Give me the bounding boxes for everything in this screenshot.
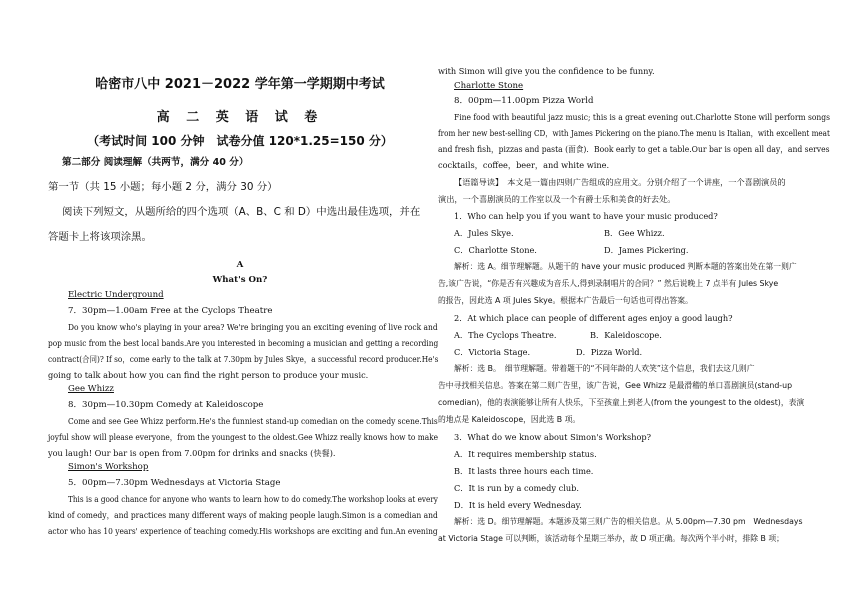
ad3-name: Simon's Workshop [68, 462, 149, 472]
explanation-2-line-2: 告中寻找相关信息。答案在第二则广告里，该广告说，Gee Whizz 是最滑稽的单口喜剧演员(stand-up [438, 381, 793, 390]
ad2-time: 8．30pm—10.30pm Comedy at Kaleidoscope [68, 400, 264, 410]
question-2: 2．At which place can people of different ages enjoy a good laugh? [454, 313, 733, 323]
explanation-3-line-2: at Victoria Stage 可以判断，该活动每个星期三举办，故 D 项正确。每次两个半小时，排除 B 项； [438, 534, 784, 543]
ad4-name: Charlotte Stone [454, 81, 524, 91]
q1-option-d: D．James Pickering. [604, 245, 689, 255]
explanation-3-line-1: 解析：选 D。细节理解题。本题涉及第三则广告的相关信息。从 5.00pm—7.30 pm Wednesdays [454, 517, 803, 526]
question-3: 3．What do we know about Simon's Workshop? [454, 432, 652, 442]
q1-option-c: C．Charlotte Stone. [454, 245, 537, 255]
instruction-line-2: 答题卡上将该项涂黑。 [48, 231, 152, 243]
guide-line-2: 演出，一个喜剧演员的工作室以及一个有爵士乐和美食的好去处。 [438, 194, 676, 204]
explanation-2-line-1: 解析：选 B。 细节理解题。带着题干的“不同年龄的人欢笑”这个信息，我们去这几则广 [454, 364, 755, 373]
ad1-line-4: going to talk about how you can find the right person to produce your music. [48, 370, 369, 380]
ad1-line-2: pop music from the best local bands.Are you interested in becoming a musician and getting a recording [48, 338, 439, 348]
q3-option-c: C．It is run by a comedy club. [454, 483, 579, 493]
ad1-time: 7．30pm—1.00am Free at the Cyclops Theatre [68, 306, 273, 316]
exam-subtitle: 高 二 英 语 试 卷 [156, 110, 324, 125]
explanation-2-line-3: comedian)，他的表演能够让所有人快乐，下至孩童上到老人(from the youngest to the oldest)，表演 [438, 398, 805, 407]
exam-title: 哈密市八中 2021－2022 学年第一学期期中考试 [95, 77, 385, 92]
q2-option-b: B．Kaleidoscope. [590, 330, 662, 340]
ad3-line-2: kind of comedy，and practices many different ways of making people laugh.Simon is a comedian and [48, 510, 438, 520]
ad4-line-3: and fresh fish，pizzas and pasta (面食)．Book early to get a table.Our bar is open all day，and serves [438, 144, 830, 154]
ad4-line-2: from her new best-selling CD，with James Pickering on the piano.The menu is Italian，with excellent meat [438, 128, 830, 138]
ad3-line-1: This is a good chance for anyone who wants to learn how to do comedy.The workshop looks at every [68, 494, 438, 504]
ad3-line-4: with Simon will give you the confidence to be funny. [438, 66, 655, 76]
ad3-line-3: actor who has 10 years' experience of teaching comedy.His workshops are exciting and fun.An evening [48, 526, 438, 536]
exam-info: （考试时间 100 分钟 试卷分值 120*1.25=150 分） [87, 134, 393, 148]
explanation-1-line-2: 告,该广告说，“你是否有兴趣成为音乐人,得到录制唱片的合同？” 然后说晚上 7 点半有 Jules Skye [438, 279, 779, 288]
q3-option-a: A．It requires membership status. [454, 449, 597, 459]
q3-option-b: B．It lasts three hours each time. [454, 466, 594, 476]
ad2-line-1: Come and see Gee Whizz perform.He's the funniest stand-up comedian on the comedy scene.This [68, 416, 438, 426]
q2-option-a: A．The Cyclops Theatre. [454, 330, 557, 340]
ad1-line-3: contract(合同)? If so，come early to the talk at 7.30pm by Jules Skye，a successful record producer.He's [48, 354, 439, 364]
q2-option-c: C．Victoria Stage. [454, 347, 531, 357]
q3-option-d: D．It is held every Wednesday. [454, 500, 582, 510]
ad1-name: Electric Underground [68, 290, 164, 300]
ad1-line-1: Do you know who's playing in your area? We're bringing you an exciting evening of live rock and [68, 322, 438, 332]
question-1: 1．Who can help you if you want to have your music produced? [454, 211, 718, 221]
q1-option-b: B．Gee Whizz. [604, 228, 665, 238]
explanation-1-line-1: 解析：选 A。细节理解题。从题干的 have your music produced 判断本题的答案出处在第一则广 [454, 262, 797, 271]
guide-line-1: 【语篇导读】 本文是一篇由四则广告组成的应用文。分别介绍了一个讲座，一个喜剧演员的 [454, 177, 786, 187]
passage-letter: A [236, 260, 244, 270]
passage-title: What's On? [212, 275, 268, 285]
ad4-line-1: Fine food with beautiful jazz music; this is a great evening out.Charlotte Stone will perform songs [454, 112, 830, 122]
part2-heading: 第二部分 阅读理解（共两节，满分 40 分） [62, 157, 249, 168]
ad4-line-4: cocktails，coffee，beer，and white wine. [438, 160, 610, 170]
q2-option-d: D．Pizza World. [576, 347, 643, 357]
explanation-1-line-3: 的报告，因此选 A 项 Jules Skye。根据本广告最后一句话也可得出答案。 [438, 296, 693, 305]
ad2-line-3: you laugh! Our bar is open from 7.00pm for drinks and snacks (快餐). [48, 448, 336, 458]
ad4-time: 8．00pm—11.00pm Pizza World [454, 96, 594, 106]
explanation-2-line-4: 的地点是 Kaleidoscope，因此选 B 项。 [438, 415, 581, 424]
q1-option-a: A．Jules Skye. [454, 228, 514, 238]
ad2-name: Gee Whizz [68, 384, 114, 394]
instruction-line-1: 阅读下列短文，从题所给的四个选项（A、B、C 和 D）中选出最佳选项，并在 [62, 206, 421, 218]
ad3-time: 5．00pm—7.30pm Wednesdays at Victoria Stage [68, 478, 281, 488]
section1-heading: 第一节（共 15 小题；每小题 2 分，满分 30 分） [48, 181, 278, 193]
ad2-line-2: joyful show will please everyone，from the youngest to the oldest.Gee Whizz really knows how to make [48, 432, 439, 442]
